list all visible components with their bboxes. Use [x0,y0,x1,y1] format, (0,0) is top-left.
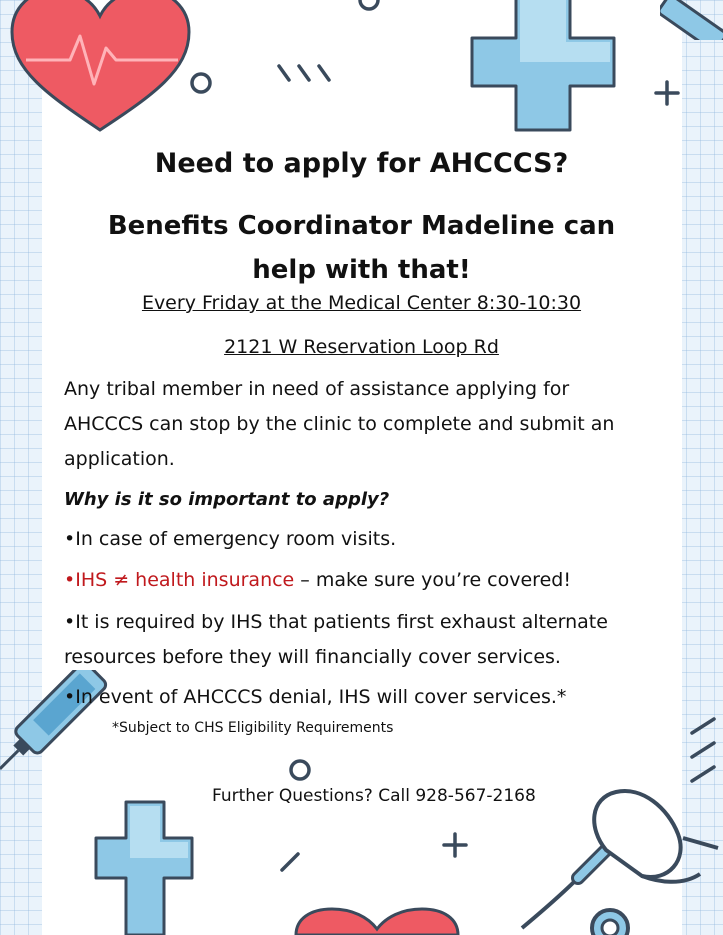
bullet-dot: • [64,686,76,708]
bullet-text: In case of emergency room visits. [75,528,397,550]
page-title: Need to apply for AHCCCS? [154,148,569,179]
footnote: *Subject to CHS Eligibility Requirements [112,720,394,736]
schedule-line [0,292,723,314]
subtitle-line-2: help with that! [252,255,471,285]
bullet-text: In event of AHCCCS denial, IHS will cover services.* [75,686,567,708]
bullet-item [64,680,654,715]
bullet-text: It is required by IHS that patients first exhaust alternate resources before they will financially cover services. [64,611,608,668]
bullet-dot: • [64,611,76,633]
why-heading: Why is it so important to apply? [64,489,390,510]
bullet-dot: • [64,569,76,591]
address-line [0,336,723,358]
bullet-item [64,522,654,557]
bullet-dot: • [64,528,76,550]
bullet-text: – make sure you’re covered! [294,569,571,591]
subtitle [0,204,723,292]
contact-line: Further Questions? Call 928-567-2168 [212,786,536,806]
bullet-highlight: IHS ≠ health insurance [75,569,295,591]
address-text: 2121 W Reservation Loop Rd [224,336,499,358]
bullet-item [64,605,654,675]
bullet-item [64,563,654,598]
schedule-text: Every Friday at the Medical Center 8:30-10:30 [141,292,582,314]
intro-paragraph: Any tribal member in need of assistance applying for AHCCCS can stop by the clinic to complete and submit an application. [64,378,615,470]
subtitle-line-1: Benefits Coordinator Madeline can [107,211,616,241]
